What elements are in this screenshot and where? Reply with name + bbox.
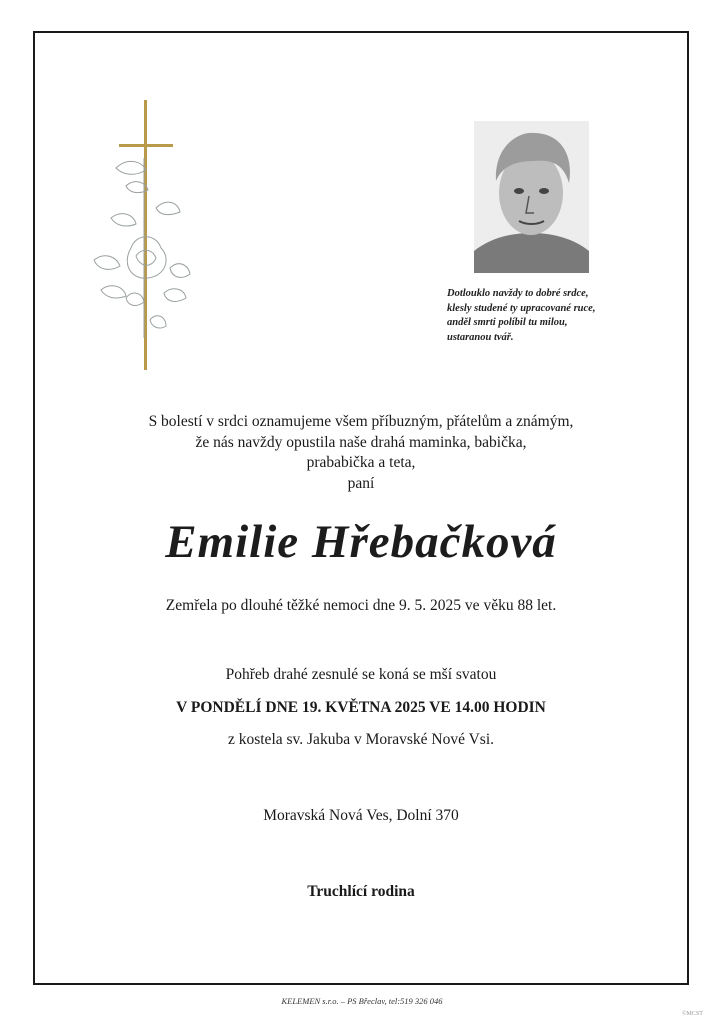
intro-line: prababička a teta, bbox=[306, 454, 416, 471]
signature: Truchlící rodina bbox=[307, 883, 415, 900]
portrait-photo bbox=[474, 121, 589, 273]
funeral-line-1: Pohřeb drahé zesnulé se koná se mší svatou bbox=[225, 666, 497, 683]
cross-with-lily-icon bbox=[86, 98, 196, 373]
intro-line: paní bbox=[347, 474, 375, 492]
verse-line: Dotlouklo navždy to dobré srdce, bbox=[447, 288, 589, 299]
verse-line: ustaranou tvář. bbox=[447, 331, 514, 343]
deceased-name: Emilie Hřebačková bbox=[165, 516, 557, 568]
funeral-location: z kostela sv. Jakuba v Moravské Nové Vsi. bbox=[227, 731, 495, 748]
verse-line: klesly studené ty upracované ruce, bbox=[447, 302, 596, 314]
footer-credit: KELEMEN s.r.o. – PS Břeclav, tel:519 326 046 bbox=[281, 996, 443, 1006]
intro-line: že nás navždy opustila naše drahá maminka, babička, bbox=[195, 433, 527, 451]
address: Moravská Nová Ves, Dolní 370 bbox=[263, 807, 459, 824]
announcement-intro bbox=[35, 412, 687, 494]
verse-line: anděl smrti políbil tu milou, bbox=[447, 317, 568, 328]
memorial-verse bbox=[447, 287, 647, 345]
intro-line: S bolestí v srdci oznamujeme všem příbuzným, přátelům a známým, bbox=[148, 413, 574, 430]
funeral-date: V PONDĚLÍ DNE 19. KVĚTNA 2025 VE 14.00 HODIN bbox=[176, 699, 546, 716]
death-notice: Zemřela po dlouhé těžké nemoci dne 9. 5. 2025 ve věku 88 let. bbox=[165, 597, 557, 614]
watermark: ©MCST bbox=[682, 1011, 703, 1017]
